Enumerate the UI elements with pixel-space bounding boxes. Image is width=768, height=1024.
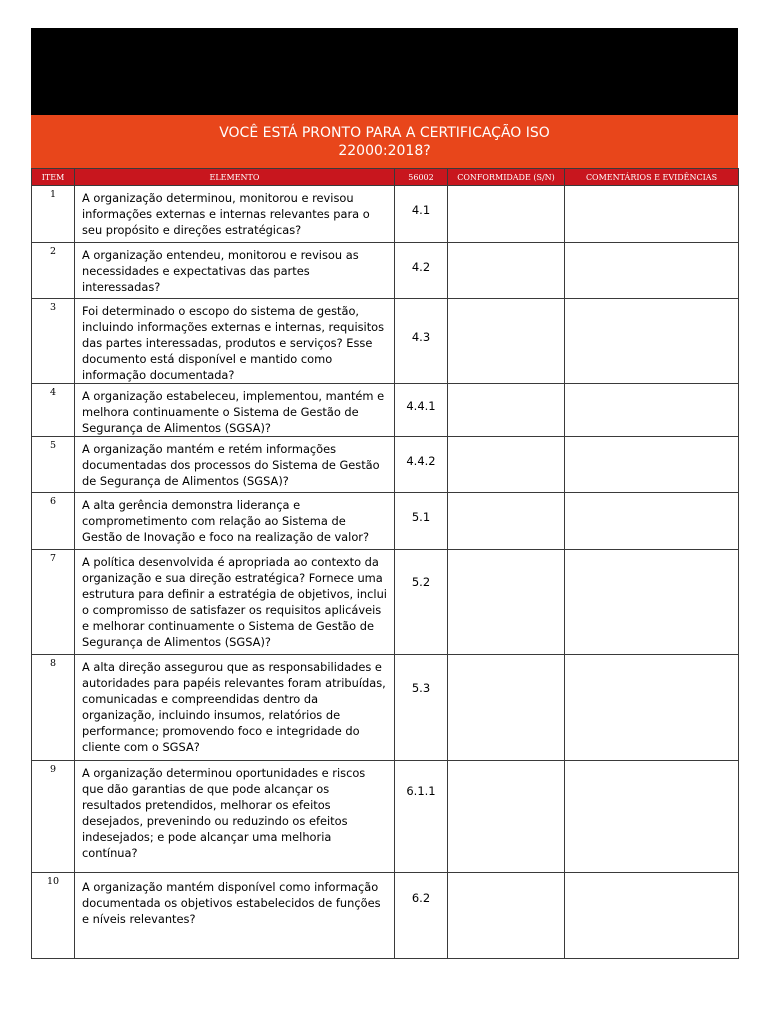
clause-code: 6.2 [395,873,448,959]
table-row [32,550,739,655]
item-number: 2 [32,243,75,299]
title-line-1: VOCÊ ESTÁ PRONTO PARA A CERTIFICAÇÃO ISO [219,124,550,141]
clause-code: 4.1 [395,186,448,243]
table-row [32,437,739,493]
conformity-cell[interactable] [448,761,565,873]
table-row [32,655,739,761]
header-row [32,169,739,186]
comments-cell[interactable] [565,299,739,384]
title-banner [31,115,738,168]
element-text: A organização determinou, monitorou e revisou informações externas e internas relevantes para o seu propósito e direções estratégicas? [75,186,395,243]
clause-code: 4.3 [395,299,448,384]
table-row [32,186,739,243]
comments-cell[interactable] [565,243,739,299]
col-header-conformidade: CONFORMIDADE (S/N) [448,169,565,186]
element-text: Foi determinado o escopo do sistema de gestão, incluindo informações externas e internas, requisitos das partes interessadas, produtos e serviços? Esse documento está disponível e mantido como informação documentada? [75,299,395,384]
item-number: 7 [32,550,75,655]
item-number: 9 [32,761,75,873]
item-number: 4 [32,384,75,437]
table-row [32,243,739,299]
header-black-band [31,28,738,115]
comments-cell[interactable] [565,384,739,437]
title-line-2: 22000:2018? [338,142,431,159]
table-row [32,873,739,959]
conformity-cell[interactable] [448,437,565,493]
conformity-cell[interactable] [448,384,565,437]
item-number: 1 [32,186,75,243]
table-row [32,493,739,550]
element-text: A organização estabeleceu, implementou, mantém e melhora continuamente o Sistema de Gestão de Segurança de Alimentos (SGSA)? [75,384,395,437]
comments-cell[interactable] [565,437,739,493]
checklist-sheet [31,28,738,959]
col-header-item: ITEM [32,169,75,186]
comments-cell[interactable] [565,186,739,243]
element-text: A organização determinou oportunidades e riscos que dão garantias de que pode alcançar os resultados pretendidos, melhorar os efeitos desejados, prevenindo ou reduzindo os efeitos indesejados; e pode alcançar uma melhoria contínua? [75,761,395,873]
clause-code: 5.3 [395,655,448,761]
col-header-code: 56002 [395,169,448,186]
conformity-cell[interactable] [448,655,565,761]
conformity-cell[interactable] [448,493,565,550]
clause-code: 4.4.1 [395,384,448,437]
conformity-cell[interactable] [448,243,565,299]
conformity-cell[interactable] [448,873,565,959]
checklist-table [31,168,739,959]
element-text: A alta gerência demonstra liderança e comprometimento com relação ao Sistema de Gestão de Inovação e foco na realização de valor? [75,493,395,550]
conformity-cell[interactable] [448,186,565,243]
element-text: A organização mantém e retém informações documentadas dos processos do Sistema de Gestão de Segurança de Alimentos (SGSA)? [75,437,395,493]
comments-cell[interactable] [565,550,739,655]
element-text: A alta direção assegurou que as responsabilidades e autoridades para papéis relevantes foram atribuídas, comunicadas e compreendidas dentro da organização, incluindo insumos, relatórios de performance; promovendo foco e integridade do cliente com o SGSA? [75,655,395,761]
table-row [32,761,739,873]
item-number: 8 [32,655,75,761]
comments-cell[interactable] [565,761,739,873]
item-number: 3 [32,299,75,384]
element-text: A organização mantém disponível como informação documentada os objetivos estabelecidos de funções e níveis relevantes? [75,873,395,959]
comments-cell[interactable] [565,493,739,550]
item-number: 5 [32,437,75,493]
clause-code: 4.2 [395,243,448,299]
clause-code: 6.1.1 [395,761,448,873]
conformity-cell[interactable] [448,550,565,655]
table-row [32,384,739,437]
table-row [32,299,739,384]
col-header-elemento: ELEMENTO [75,169,395,186]
item-number: 6 [32,493,75,550]
col-header-comentarios: COMENTÁRIOS E EVIDÊNCIAS [565,169,739,186]
comments-cell[interactable] [565,873,739,959]
clause-code: 5.2 [395,550,448,655]
clause-code: 5.1 [395,493,448,550]
conformity-cell[interactable] [448,299,565,384]
comments-cell[interactable] [565,655,739,761]
element-text: A política desenvolvida é apropriada ao contexto da organização e sua direção estratégica? Fornece uma estrutura para definir a estratégia de objetivos, inclui o compromisso de satisfazer os requisitos aplicáveis e melhorar continuamente o Sistema de Gestão de Segurança de Alimentos (SGSA)? [75,550,395,655]
element-text: A organização entendeu, monitorou e revisou as necessidades e expectativas das partes interessadas? [75,243,395,299]
item-number: 10 [32,873,75,959]
clause-code: 4.4.2 [395,437,448,493]
